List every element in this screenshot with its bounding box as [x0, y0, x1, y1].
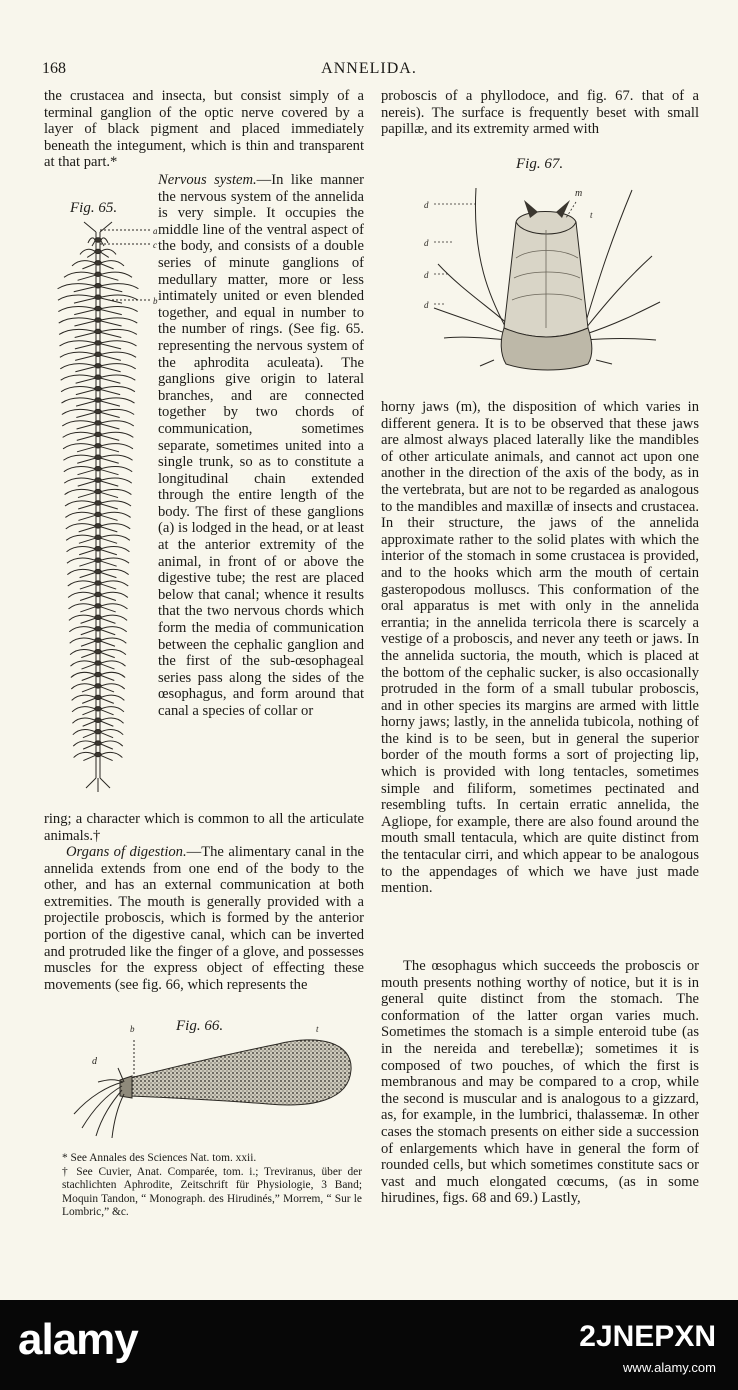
fig66-proboscis-illustration [68, 1020, 358, 1150]
fig66-letter-t: t [316, 1024, 319, 1034]
digestion-paragraph: Organs of digestion.—The alimentary canal in the annelida extends from one end of the body to the other, and has an external communication at both extremities. The mouth is generally provided with a projectile proboscis, which is formed by the anterior portion of the digestive canal, which can be inverted and protruded like the finger of a glove, and possesses muscles for the express object of effecting these movements (see fig. 66, which represents the [44, 844, 364, 993]
fig66-label: Fig. 66. [176, 1018, 224, 1034]
left-intro-paragraph: the crustacea and insecta, but consist simply of a terminal ganglion of the optic nerve covered by a layer of black pigment and placed immediately beneath the integument, which is thin and transparent at that part.* [44, 88, 364, 171]
digestion-heading: Organs of digestion. [66, 844, 187, 860]
running-title: ANNELIDA. [321, 60, 417, 77]
alamy-logo: alamy [18, 1315, 138, 1364]
fig67-letter-d2: d [424, 238, 429, 248]
footnote-1: * See Annales des Sciences Nat. tom. xxii. [62, 1152, 257, 1164]
nervous-system-heading: Nervous system. [158, 172, 257, 188]
fig67-letter-d1: d [424, 200, 429, 210]
fig67-letter-m: m [575, 188, 583, 199]
stock-image-id: 2JNEPXN [579, 1320, 716, 1353]
fig67-letter-t: t [590, 210, 593, 220]
fig65-label: Fig. 65. [70, 200, 118, 216]
fig65-letter-a: a [153, 226, 158, 236]
digestion-text: The alimentary canal in the annelida extends from one end of the body to the other, and has an external communication at both extremities. The mouth is generally provided with a projectile proboscis, which is formed by the anterior portion of the digestive canal, which can be inverted and protruded like the finger of a glove, and possesses muscles for the express object of effecting these movements (see fig. 66, which represents the [44, 844, 364, 993]
right-top-paragraph: proboscis of a phyllodoce, and fig. 67. that of a nereis). The surface is frequently beset with small papillæ, and its extremity armed with [381, 88, 699, 138]
right-paragraph-jaws: horny jaws (m), the disposition of which varies in different genera. It is to be observed that these jaws are almost always placed laterally like the mandibles of other articulate animals, and cannot act upon one another in the direction of the axis of the body, as in the vertebrata, but are not to be regarded as analogous to the mandibles and maxillæ of insects and crustacea. In their structure, the jaws of the annelida approximate rather to the solid plates with which the interior of the stomach in some crustacea is provided, and to the hooks which arm the mouth of certain gasteropodous molluscs. This conformation of the oral apparatus is met with only in the annelida errantia; in the annelida terricola there is scarcely a vestige of a proboscis, and never any teeth or jaws. In the annelida suctoria, the mouth, which is placed at the bottom of the cephalic sucker, is also occasionally protruded in the form of a small tubular proboscis, and in other species its margins are armed with little horny jaws; lastly, in the annelida tubicola, nothing of the kind is to be seen, but in general the superior border of the mouth forms a sort of projecting lip, which is provided with long tentacles, sometimes simple and filiform, sometimes pectinated and resembling tufts. In certain erratic annelida, the Agliope, for example, there are also found around the mouth small tentacula, which are quite distinct from the tentacular cirri, and which appear to be analogous to the appendages of which we have just made mention. [381, 399, 699, 897]
fig67-letter-d4: d [424, 300, 429, 310]
fig66-letter-d: d [92, 1056, 97, 1067]
fig66-letter-b: b [130, 1024, 135, 1034]
nervous-system-text: In like manner the nervous system of the annelida is very simple. It occupies the middle line of the ventral aspect of the body, and consists of a double series of minute ganglions of medullary matter, more or less intimately united or even blended together, and equal in number to the number of rings. (See fig. 65. representing the nervous system of the aphrodita aculeata). The ganglions give origin to lateral branches, and are connected together by two chords of communication, sometimes separate, sometimes united into a single trunk, so as to constitute a longitudinal chain extended through the entire length of the body. The first of these ganglions (a) is lodged in the head, or at least at the anterior extremity of the animal, in front of or above the digestive tube; the rest are placed below that canal; whence it results that the two nervous chords which form the media of communication between the cephalic ganglion and the first of the sub-œsophageal series pass along the sides of the œsophagus, and form around that canal a species of collar or [158, 172, 364, 719]
footnote-2: † See Cuvier, Anat. Comparée, tom. i.; Treviranus, über der stachlichten Aphrodite, Zeitschrift für Physiologie, 3 Band; Moquin Tandon, “ Monograph. des Hirudinés,” Morrem, “ Sur le Lombric,” &c. [62, 1165, 362, 1218]
stock-url: www.alamy.com [623, 1360, 716, 1375]
fig65-nervous-system-illustration [40, 218, 160, 798]
fig67-letter-d3: d [424, 270, 429, 280]
fig65-letter-b: b [153, 296, 158, 306]
page-number: 168 [42, 60, 66, 77]
nervous-system-paragraph: Nervous system.—In like manner the nervous system of the annelida is very simple. It occupies the middle line of the ventral aspect of the body, and consists of a double series of minute ganglions of medullary matter, more or less intimately united or even blended together, and equal in number to the number of rings. (See fig. 65. representing the nervous system of the aphrodita aculeata). The ganglions give origin to lateral branches, and are connected together by two chords of communication, sometimes separate, sometimes united into a single trunk, so as to constitute a longitudinal chain extended through the entire length of the body. The first of these ganglions (a) is lodged in the head, or at least at the anterior extremity of the animal, in front of or above the digestive tube; the rest are placed below that canal; whence it results that the two nervous chords which form the media of communication between the cephalic ganglion and the first of the sub-œsophageal series pass along the sides of the œsophagus, and form around that canal a species of collar or [158, 172, 364, 719]
nervous-system-ending: ring; a character which is common to all the articulate animals.† [44, 811, 364, 844]
fig65-letter-c: c [153, 240, 157, 250]
fig67-jaws-illustration [420, 178, 670, 388]
footnotes [62, 1152, 362, 1220]
fig67-label: Fig. 67. [516, 156, 564, 172]
right-paragraph-oesophagus: The œsophagus which succeeds the proboscis or mouth presents nothing worthy of notice, but it is in general quite distinct from the stomach. The conformation of the latter organ varies much. Sometimes the stomach is a simple enteroid tube (as in the nereida and terebellæ); sometimes it is composed of two pouches, of which the first is membranous and may be compared to a crop, while the second is muscular and is analogous to a gizzard, as, for example, in the lumbrici, thalassemæ. In other cases the stomach presents on either side a succession of enlargements which have in general the form of rounded cells, but which sometimes constitute sacs or vast and much elongated cœcums, (as in some hirudines, figs. 68 and 69.) Lastly, [381, 958, 699, 1207]
